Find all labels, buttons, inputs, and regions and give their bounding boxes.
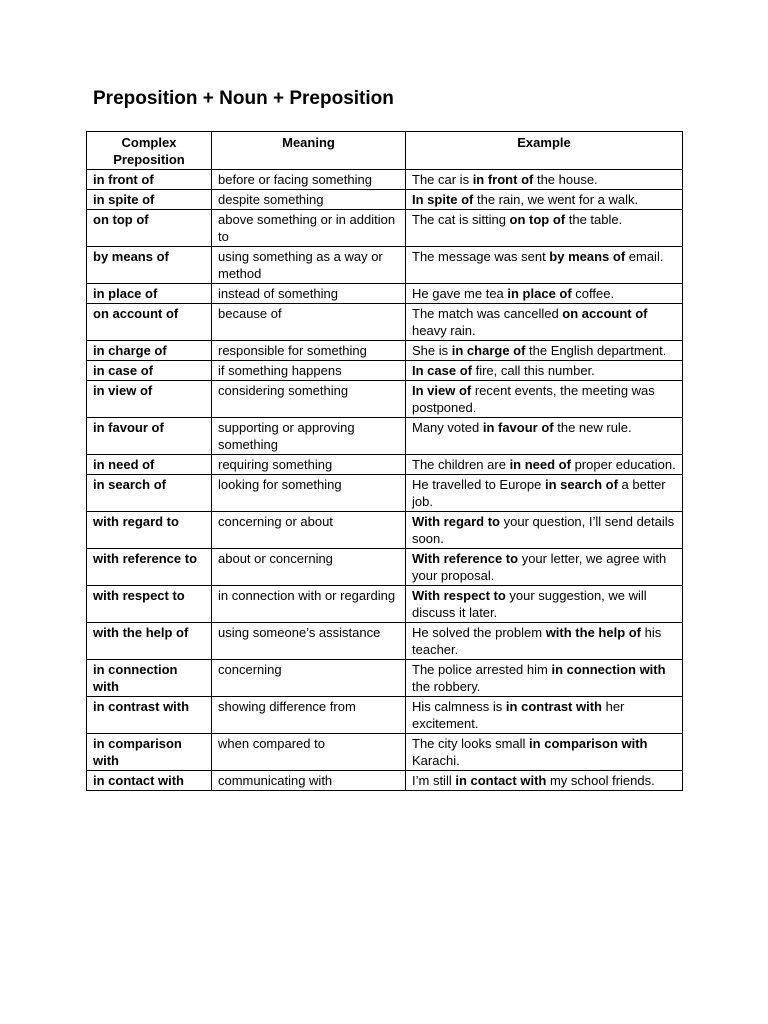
table-row: [87, 549, 683, 586]
cell-meaning: using something as a way or method: [212, 247, 406, 284]
cell-preposition: on account of: [87, 304, 212, 341]
example-highlight: in connection with: [551, 662, 666, 677]
example-highlight: on account of: [562, 306, 648, 321]
cell-meaning: considering something: [212, 381, 406, 418]
column-header-preposition: Complex Preposition: [87, 132, 212, 170]
cell-example: [406, 418, 683, 455]
cell-preposition: with reference to: [87, 549, 212, 586]
cell-meaning: if something happens: [212, 361, 406, 381]
example-text: her excitement.: [412, 699, 625, 731]
cell-preposition: in front of: [87, 170, 212, 190]
page-title: Preposition + Noun + Preposition: [93, 88, 394, 109]
cell-meaning: despite something: [212, 190, 406, 210]
example-text: the table.: [565, 212, 623, 227]
cell-example: [406, 660, 683, 697]
example-text: proper education.: [570, 457, 676, 472]
example-text: She is: [412, 343, 452, 358]
table-row: [87, 170, 683, 190]
cell-meaning: when compared to: [212, 734, 406, 771]
example-highlight: in contrast with: [505, 699, 602, 714]
example-text: He gave me tea: [412, 286, 508, 301]
example-highlight: in need of: [509, 457, 571, 472]
cell-meaning: using someone’s assistance: [212, 623, 406, 660]
cell-example: [406, 549, 683, 586]
table-row: [87, 455, 683, 475]
cell-example: [406, 475, 683, 512]
example-text: I’m still: [412, 773, 456, 788]
cell-meaning: instead of something: [212, 284, 406, 304]
cell-example: [406, 512, 683, 549]
example-text: The match was cancelled: [412, 306, 563, 321]
cell-example: [406, 586, 683, 623]
example-highlight: In view of: [412, 383, 472, 398]
cell-example: [406, 381, 683, 418]
example-highlight: In case of: [412, 363, 472, 378]
example-text: your question, I’ll send details soon.: [412, 514, 675, 546]
cell-preposition: in connection with: [87, 660, 212, 697]
cell-preposition: in place of: [87, 284, 212, 304]
cell-preposition: in need of: [87, 455, 212, 475]
table-row: [87, 247, 683, 284]
cell-example: [406, 734, 683, 771]
cell-meaning: in connection with or regarding: [212, 586, 406, 623]
cell-preposition: in view of: [87, 381, 212, 418]
cell-meaning: because of: [212, 304, 406, 341]
example-text: heavy rain.: [412, 323, 476, 338]
example-highlight: With regard to: [412, 514, 500, 529]
cell-example: [406, 284, 683, 304]
example-text: fire, call this number.: [471, 363, 595, 378]
example-text: The city looks small: [412, 736, 530, 751]
cell-meaning: before or facing something: [212, 170, 406, 190]
example-highlight: in place of: [507, 286, 572, 301]
cell-preposition: in contact with: [87, 771, 212, 791]
example-text: a better job.: [412, 477, 666, 509]
example-text: recent events, the meeting was postponed.: [412, 383, 655, 415]
example-text: The children are: [412, 457, 510, 472]
table-row: [87, 210, 683, 247]
example-highlight: by means of: [549, 249, 626, 264]
cell-preposition: in charge of: [87, 341, 212, 361]
table-row: [87, 304, 683, 341]
example-text: He travelled to Europe: [412, 477, 545, 492]
table-row: [87, 418, 683, 455]
cell-example: [406, 210, 683, 247]
cell-meaning: requiring something: [212, 455, 406, 475]
cell-example: [406, 304, 683, 341]
example-highlight: In spite of: [412, 192, 474, 207]
cell-example: [406, 341, 683, 361]
example-text: The cat is sitting: [412, 212, 510, 227]
cell-preposition: in search of: [87, 475, 212, 512]
example-highlight: in contact with: [455, 773, 547, 788]
cell-preposition: with the help of: [87, 623, 212, 660]
example-text: your suggestion, we will discuss it later.: [412, 588, 647, 620]
cell-example: [406, 455, 683, 475]
cell-example: [406, 697, 683, 734]
cell-meaning: showing difference from: [212, 697, 406, 734]
example-text: the rain, we went for a walk.: [473, 192, 639, 207]
table-row: [87, 512, 683, 549]
table-row: [87, 771, 683, 791]
cell-example: [406, 361, 683, 381]
example-text: The message was sent: [412, 249, 550, 264]
cell-preposition: in favour of: [87, 418, 212, 455]
cell-meaning: communicating with: [212, 771, 406, 791]
example-text: email.: [625, 249, 664, 264]
table-header-row: [87, 132, 683, 170]
cell-preposition: by means of: [87, 247, 212, 284]
column-header-meaning: Meaning: [212, 132, 406, 170]
example-text: coffee.: [571, 286, 615, 301]
example-text: The car is: [412, 172, 473, 187]
cell-example: [406, 190, 683, 210]
cell-meaning: looking for something: [212, 475, 406, 512]
cell-preposition: with respect to: [87, 586, 212, 623]
cell-preposition: in comparison with: [87, 734, 212, 771]
table-row: [87, 697, 683, 734]
cell-example: [406, 771, 683, 791]
cell-preposition: with regard to: [87, 512, 212, 549]
table-row: [87, 623, 683, 660]
example-text: the robbery.: [412, 679, 481, 694]
cell-meaning: concerning: [212, 660, 406, 697]
example-highlight: in front of: [472, 172, 534, 187]
example-highlight: with the help of: [545, 625, 642, 640]
table-row: [87, 361, 683, 381]
column-header-example: Example: [406, 132, 683, 170]
example-text: my school friends.: [546, 773, 655, 788]
example-text: the English department.: [525, 343, 667, 358]
example-text: Many voted: [412, 420, 483, 435]
table-row: [87, 734, 683, 771]
table-row: [87, 660, 683, 697]
example-text: He solved the problem: [412, 625, 546, 640]
example-highlight: in favour of: [482, 420, 554, 435]
example-text: The police arrested him: [412, 662, 552, 677]
example-text: his teacher.: [412, 625, 662, 657]
table-row: [87, 381, 683, 418]
example-highlight: in charge of: [451, 343, 526, 358]
table-row: [87, 475, 683, 512]
table-row: [87, 341, 683, 361]
example-highlight: in comparison with: [529, 736, 648, 751]
cell-meaning: about or concerning: [212, 549, 406, 586]
cell-preposition: in case of: [87, 361, 212, 381]
example-text: Karachi.: [412, 753, 460, 768]
table-body: [87, 170, 683, 791]
preposition-table: [86, 131, 683, 791]
example-highlight: in search of: [544, 477, 618, 492]
cell-example: [406, 170, 683, 190]
table-row: [87, 284, 683, 304]
cell-meaning: above something or in addition to: [212, 210, 406, 247]
example-text: His calmness is: [412, 699, 506, 714]
example-highlight: on top of: [509, 212, 566, 227]
cell-preposition: on top of: [87, 210, 212, 247]
example-highlight: With reference to: [412, 551, 519, 566]
cell-meaning: responsible for something: [212, 341, 406, 361]
example-text: the new rule.: [553, 420, 632, 435]
cell-example: [406, 247, 683, 284]
cell-example: [406, 623, 683, 660]
example-text: your letter, we agree with your proposal.: [412, 551, 667, 583]
table-row: [87, 586, 683, 623]
cell-meaning: concerning or about: [212, 512, 406, 549]
example-text: the house.: [533, 172, 598, 187]
cell-meaning: supporting or approving something: [212, 418, 406, 455]
cell-preposition: in contrast with: [87, 697, 212, 734]
cell-preposition: in spite of: [87, 190, 212, 210]
table-row: [87, 190, 683, 210]
example-highlight: With respect to: [412, 588, 506, 603]
